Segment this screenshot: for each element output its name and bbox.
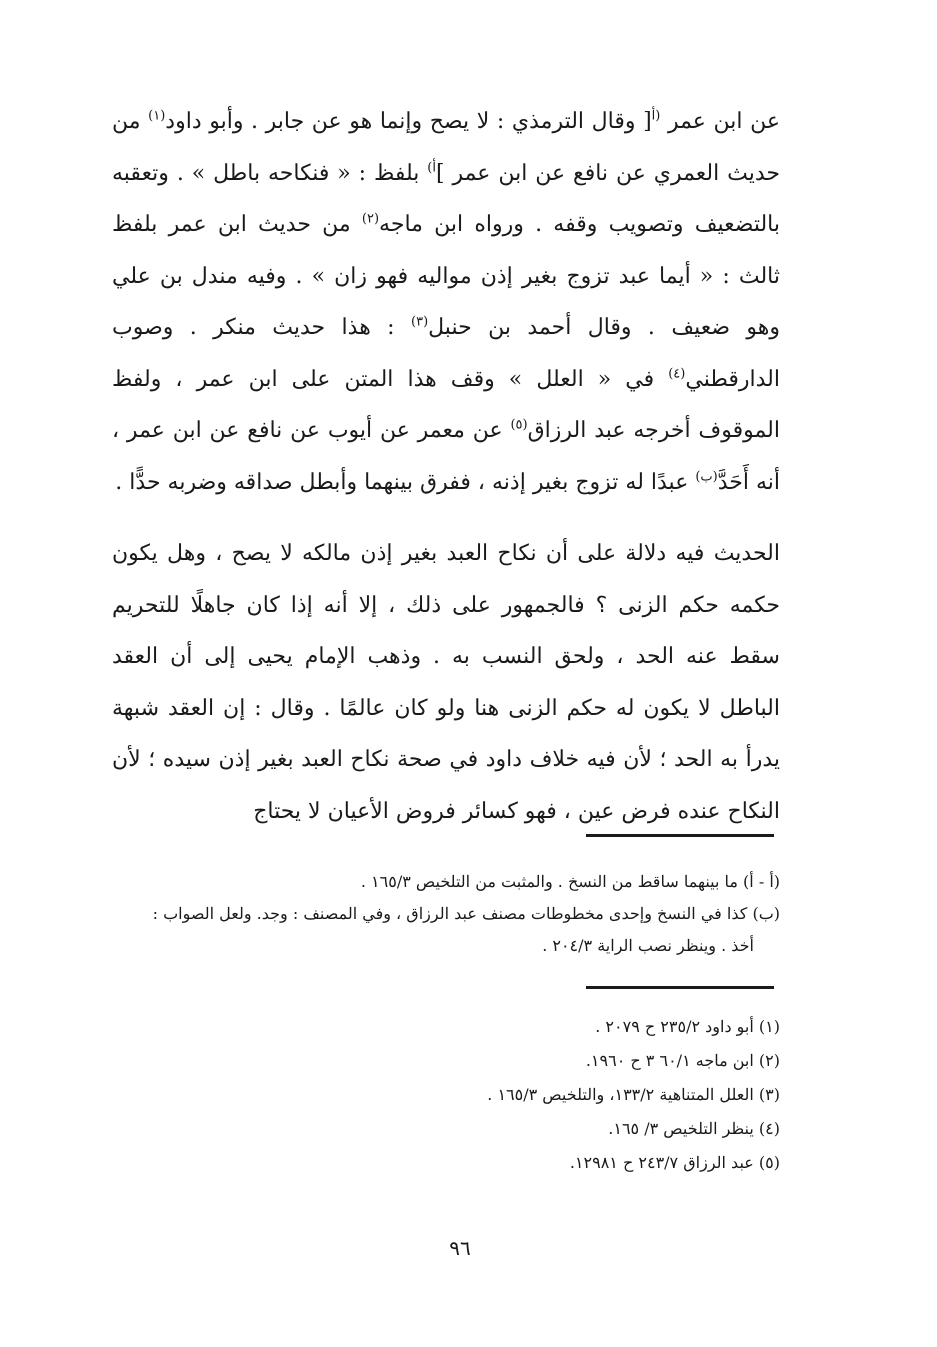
footnote-marker: (٥) — [510, 417, 528, 433]
page-number: ٩٦ — [449, 1236, 471, 1260]
variant-notes — [112, 866, 780, 962]
footnote-marker: (ب) — [695, 469, 718, 485]
footnote: (٥) عبد الرزاق ٢٤٣/٧ ح ١٢٩٨١. — [569, 1153, 780, 1172]
text-run: عبدًا له تزوج بغير إذنه ، ففرق بينهما وأبطل صداقه وضربه حدًّا . — [115, 469, 696, 495]
paragraph — [112, 528, 780, 837]
variant-note: (أ - أ) ما بينهما ساقط من النسخ . والمثبت من التلخيص ١٦٥/٣ . — [360, 872, 780, 891]
text-run: عن ابن عمر — [660, 109, 780, 134]
footnote-divider — [586, 834, 774, 837]
text-run: من حديث العمري عن نافع عن ابن عمر ] — [112, 109, 781, 186]
footnote: (٣) العلل المتناهية ١٣٣/٢، والتلخيص ١٦٥/٣ . — [487, 1085, 780, 1104]
footnote-marker: (٤) — [668, 366, 686, 382]
footnote: (١) أبو داود ٢٣٥/٢ ح ٢٠٧٩ . — [595, 1017, 780, 1036]
footnote: (٤) ينظر التلخيص ٣/ ١٦٥. — [608, 1119, 780, 1138]
text-run: من حديث ابن عمر بلفظ ثالث : « أيما عبد تزوج بغير إذن مواليه فهو زان » . وفيه مندل بن علي وهو ضعيف . وقال أحمد بن حنبل — [112, 212, 781, 340]
footnote-marker: أ) — [427, 160, 436, 176]
footnote-marker: (٣) — [411, 314, 429, 330]
footnote-marker: (٢) — [361, 211, 380, 227]
text-run: بلفظ : « فنكاحه باطل » . وتعقبه بالتضعيف وتصويب وقفه . ورواه ابن ماجه — [112, 160, 780, 237]
text-run: [ وقال الترمذي : لا يصح وإنما هو عن جابر . وأبو داود — [165, 109, 652, 134]
text-run: عن معمر عن أيوب عن نافع عن ابن عمر ، أنه أَحَدَّ — [112, 418, 780, 495]
text-run: الحديث فيه دلالة على أن نكاح العبد بغير إذن مالكه لا يصح ، وهل يكون حكمه حكم الزنى ؟ فالجمهور على ذلك ، إلا أنه إذا كان جاهلًا للتحريم سقط عنه الحد ، ولحق النسب به . وذهب الإمام يحيى إلى أن العقد الباطل لا يكون له حكم الزنى هنا ولو كان عالمًا . وقال : إن العقد شبهة يدرأ به الحد ؛ لأن فيه خلاف داود في صحة نكاح العبد بغير إذن سيده ؛ لأن النكاح عنده فرض عين ، فهو كسائر فروض الأعيان لا يحتاج — [112, 541, 780, 824]
footnote-marker: (١) — [148, 108, 166, 124]
footnote-divider — [586, 986, 774, 989]
variant-note-continuation: أخذ . وينظر نصب الراية ٢٠٤/٣ . — [542, 936, 754, 955]
paragraph — [112, 96, 780, 508]
main-text — [112, 96, 780, 837]
source-footnotes — [112, 1010, 780, 1180]
text-run: : هذا حديث منكر . وصوب الدارقطني — [112, 315, 780, 392]
text-run: في « العلل » وقف هذا المتن على ابن عمر ، ولفظ الموقوف أخرجه عبد الرزاق — [112, 366, 780, 443]
variant-note: (ب) كذا في النسخ وإحدى مخطوطات مصنف عبد الرزاق ، وفي المصنف : وجد. ولعل الصواب : — [152, 904, 780, 923]
footnote: (٢) ابن ماجه ٦٠/١ ٣ ح ١٩٦٠. — [585, 1051, 780, 1070]
footnote-marker: (أ — [651, 108, 661, 124]
